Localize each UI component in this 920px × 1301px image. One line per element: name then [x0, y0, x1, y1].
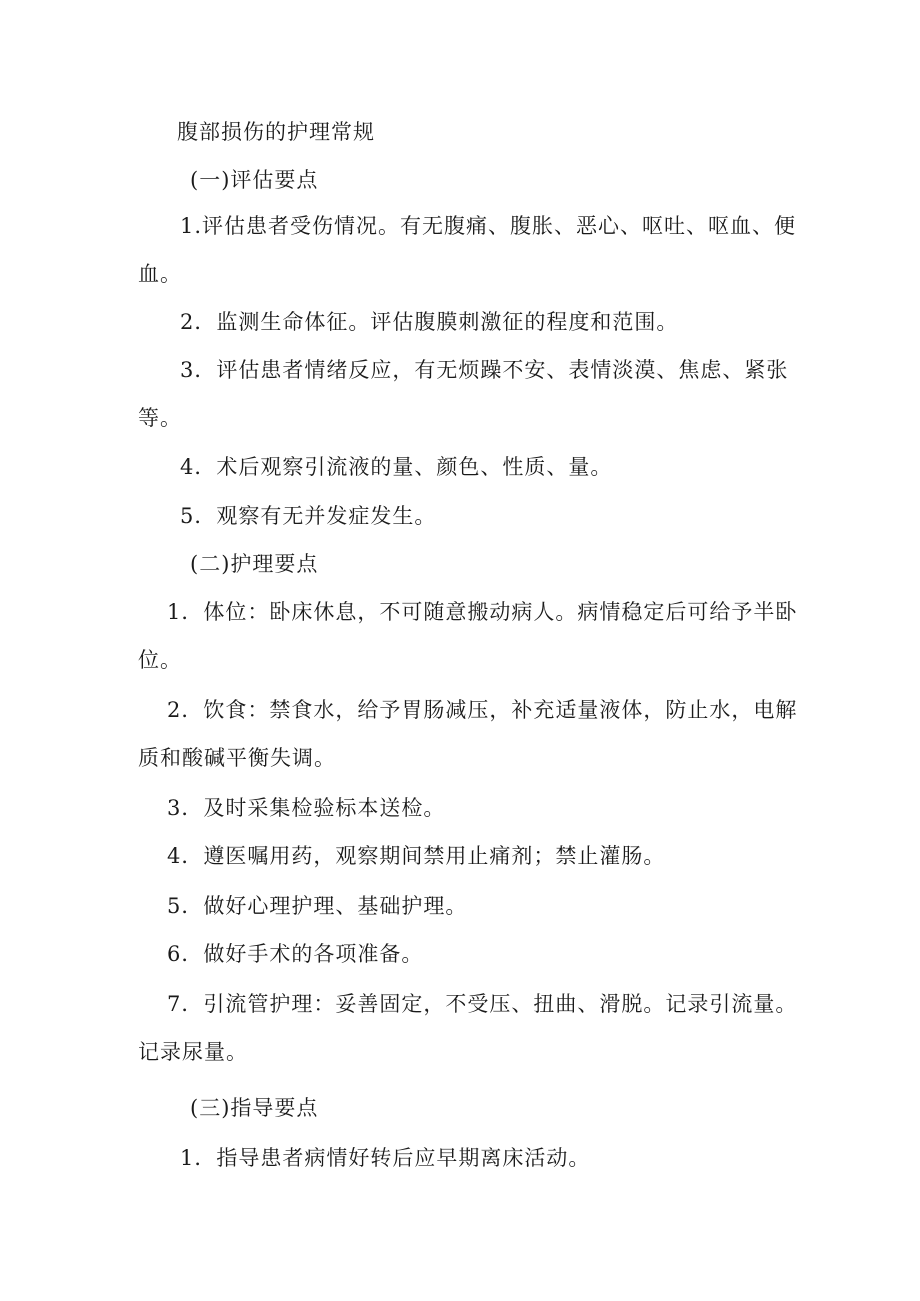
assessment-item-3: 3．评估患者情绪反应，有无烦躁不安、表情淡漠、焦虑、紧张	[180, 358, 789, 382]
care-item-7: 7．引流管护理：妥善固定，不受压、扭曲、滑脱。记录引流量。	[167, 992, 798, 1016]
care-item-2-cont: 质和酸碱平衡失调。	[138, 746, 336, 770]
assessment-item-1-cont: 血。	[138, 262, 182, 286]
section-heading-care: (二)护理要点	[190, 552, 319, 576]
assessment-item-4: 4．术后观察引流液的量、颜色、性质、量。	[180, 455, 613, 479]
care-item-1-cont: 位。	[138, 648, 182, 672]
assessment-item-3-cont: 等。	[138, 406, 182, 430]
care-item-3: 3．及时采集检验标本送检。	[167, 796, 446, 820]
care-item-4: 4．遵医嘱用药，观察期间禁用止痛剂；禁止灌肠。	[167, 844, 666, 868]
document-title: 腹部损伤的护理常规	[177, 120, 375, 144]
care-item-5: 5．做好心理护理、基础护理。	[167, 894, 468, 918]
care-item-7-cont: 记录尿量。	[138, 1040, 248, 1064]
care-item-1: 1．体位：卧床休息，不可随意搬动病人。病情稳定后可给予半卧	[167, 600, 798, 624]
assessment-item-1: 1.评估患者受伤情况。有无腹痛、腹胀、恶心、呕吐、呕血、便	[180, 214, 797, 238]
care-item-2: 2．饮食：禁食水，给予胃肠减压，补充适量液体，防止水，电解	[167, 698, 798, 722]
assessment-item-5: 5．观察有无并发症发生。	[180, 504, 437, 528]
section-heading-assessment: (一)评估要点	[190, 168, 319, 192]
section-heading-guidance: (三)指导要点	[190, 1096, 319, 1120]
care-item-6: 6．做好手术的各项准备。	[167, 942, 424, 966]
guidance-item-1: 1．指导患者病情好转后应早期离床活动。	[180, 1146, 591, 1170]
assessment-item-2: 2．监测生命体征。评估腹膜刺激征的程度和范围。	[180, 310, 679, 334]
